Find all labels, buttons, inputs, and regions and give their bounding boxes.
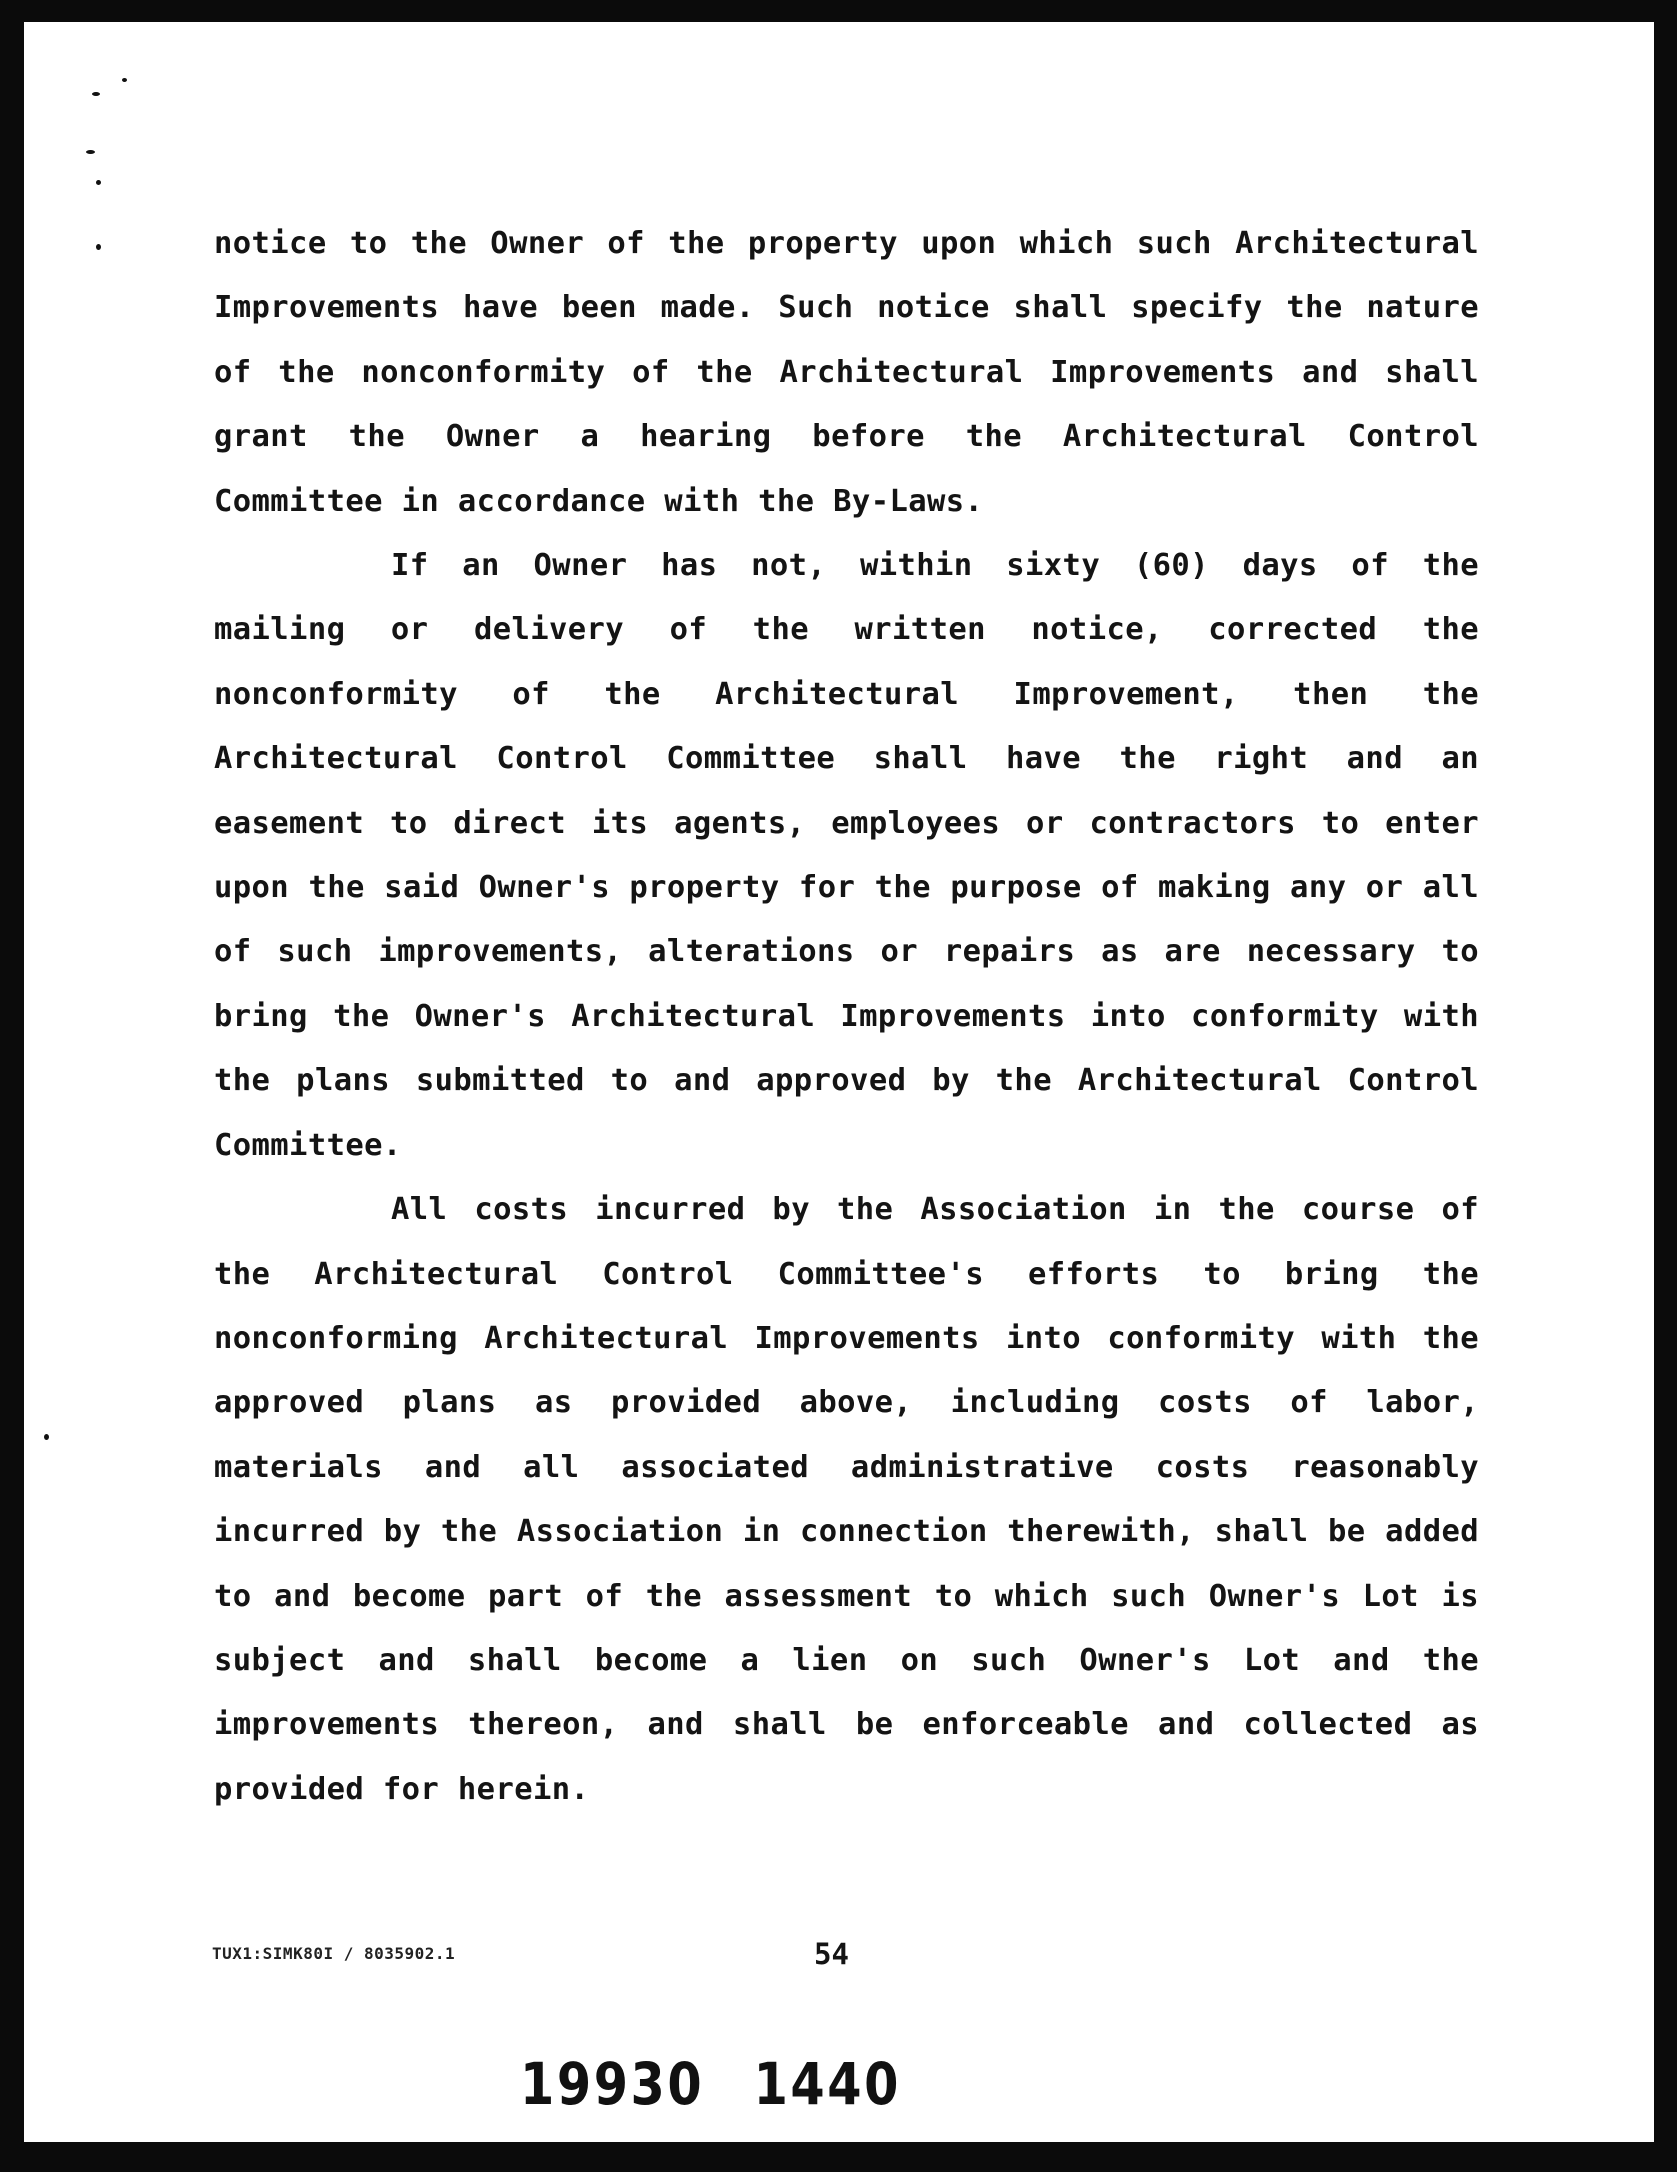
document-page bbox=[24, 22, 1654, 2142]
paragraph-owner-correction: If an Owner has not, within sixty (60) days of the mailing or delivery of the written notice, corrected the nonconformity of the Architectural Improvement, then the Architectural Control Committee shall have the right and an easement to direct its agents, employees or contractors to enter upon the said Owner's property for the purpose of making any or all of such improvements, alterations or repairs as are necessary to bring the Owner's Architectural Improvements into conformity with the plans submitted to and approved by the Architectural Control Committee. bbox=[214, 548, 1479, 1163]
scan-speck bbox=[122, 78, 127, 82]
scan-speck bbox=[86, 150, 95, 154]
stamp-page: 1440 bbox=[753, 2050, 901, 2118]
scan-speck bbox=[92, 92, 100, 96]
body-text bbox=[214, 212, 1479, 1822]
scan-speck bbox=[96, 244, 101, 250]
scan-speck bbox=[96, 180, 101, 185]
paragraph-costs: All costs incurred by the Association in the course of the Architectural Control Committee's efforts to bring the nonconforming Architectural Improvements into conformity with the approved plans as provided above, including costs of labor, materials and all associated administrative costs reasonably incurred by the Association in connection therewith, shall be added to and become part of the assessment to which such Owner's Lot is subject and shall become a lien on such Owner's Lot and the improvements thereon, and shall be enforceable and collected as provided for herein. bbox=[214, 1192, 1479, 1807]
scan-speck bbox=[44, 1434, 49, 1440]
stamp-volume: 19930 bbox=[520, 2050, 705, 2118]
document-footer-code: TUX1:SIMK80I / 8035902.1 bbox=[212, 1944, 456, 1963]
recording-stamp bbox=[520, 2050, 950, 2118]
page-number: 54 bbox=[814, 1937, 849, 1971]
paragraph-notice: notice to the Owner of the property upon which such Architectural Improvements have been made. Such notice shall specify the nature of the nonconformity of the Architectural Improvements and shall grant the Owner a hearing before the Architectural Control Committee in accordance with the By-Laws. bbox=[214, 226, 1479, 519]
